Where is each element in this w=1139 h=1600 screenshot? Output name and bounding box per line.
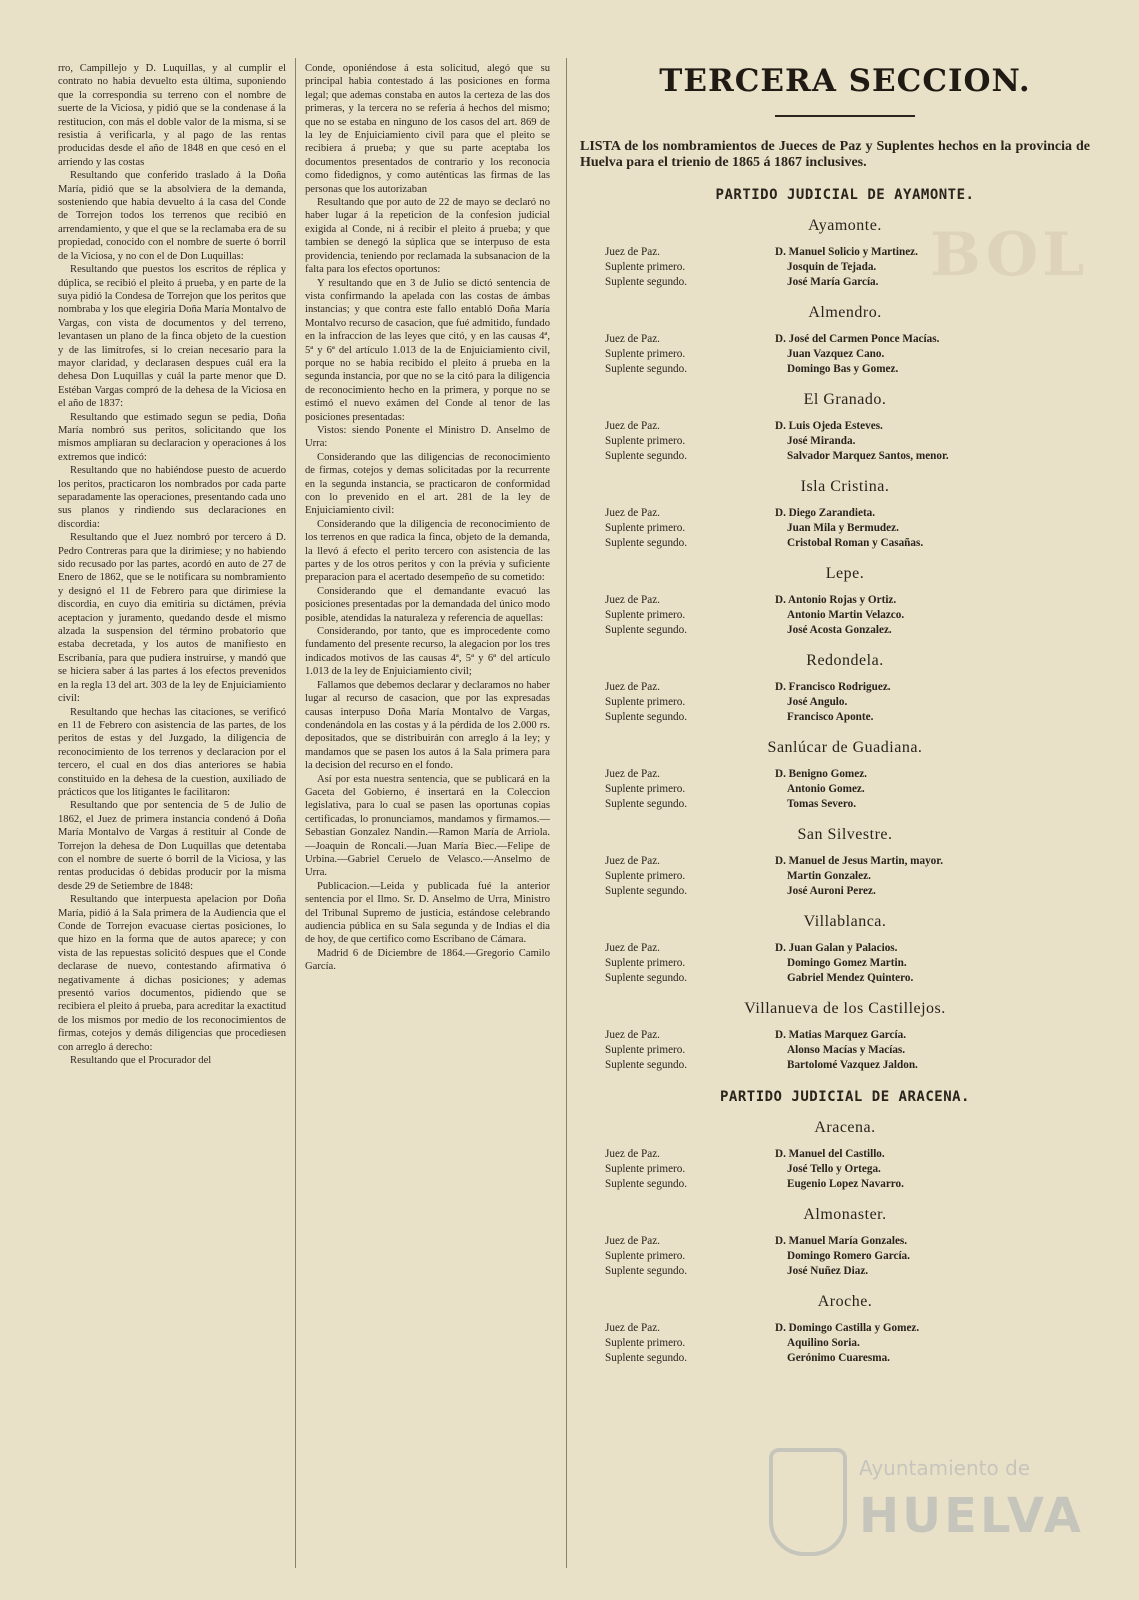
town-heading: Aracena.	[814, 1119, 876, 1136]
paragraph: Fallamos que debemos declarar y declaramos no haber lugar al recurso de casacion, que por las expresadas causas interpuso Doña María Montalvo de Vargas, condenándola en las costas y á la pérdida de los 2.000 rs. depositados, que se distribuirán con arreglo á la ley; y mandamos que se pasen los autos á la Sala primera para la decision del recurso en el fondo.	[305, 679, 550, 772]
roles-list	[580, 1147, 775, 1192]
watermark-line-1: Ayuntamiento de	[859, 1456, 1031, 1480]
roles-list	[580, 245, 775, 290]
person-name: D. José del Carmen Ponce Macías.	[775, 333, 940, 345]
person-name: D. Manuel Solicio y Martinez.	[775, 246, 918, 258]
paragraph: Resultando que el Procurador del	[70, 1055, 212, 1067]
person-name: Salvador Marquez Santos, menor.	[787, 450, 949, 462]
town-heading: El Granado.	[803, 391, 887, 408]
names-list	[775, 332, 1110, 377]
person-name: Bartolomé Vazquez Jaldon.	[787, 1059, 918, 1071]
role-label: Suplente segundo.	[605, 624, 688, 636]
appointments-section	[580, 55, 1110, 1366]
town-heading: San Silvestre.	[797, 826, 893, 843]
person-name: D. Manuel María Gonzales.	[775, 1235, 908, 1247]
role-label: Suplente primero.	[605, 1163, 686, 1175]
names-list	[775, 1147, 1110, 1192]
person-name: D. Matias Marquez García.	[775, 1029, 907, 1041]
paragraph: Resultando que por auto de 22 de mayo se declaró no haber lugar á la repeticion de la confesion judicial exigida al Conde, ni á recibir el pleito á prueba; y que tambien se denegó la súplica que se interpuso de esta providencia, teniendo por reclamada la subsanacion de la falta para los efectos oportunos:	[305, 197, 550, 276]
appointment-entry	[580, 1147, 1110, 1192]
town-heading: Almonaster.	[803, 1206, 887, 1223]
town-heading: Aroche.	[817, 1293, 873, 1310]
person-name: Josquin de Tejada.	[787, 261, 877, 273]
roles-list	[580, 1321, 775, 1366]
district-heading: PARTIDO JUDICIAL DE AYAMONTE.	[715, 187, 975, 203]
paragraph: Resultando que interpuesta apelacion por Doña María, pidió á la Sala primera de la Audiencia que el Conde de Torrejon evacuase ciertas posiciones, lo que hizo en la forma que de autos aparece; y con vista de las repuestas solicitó despues que el Conde declarase de nuevo, contestando afirmativa ó negativamente á dichas posiciones; y ademas presentó varios documentos, pidiendo que se recibiera el pleito á prueba, para acreditar la exactitud de los mismos por medio de los reconocimientos de firmas, cotejos y demás diligencias que procediesen con arreglo á derecho:	[58, 894, 286, 1053]
title-rule	[775, 115, 915, 117]
person-name: Gabriel Mendez Quintero.	[787, 972, 914, 984]
role-label: Suplente primero.	[605, 261, 686, 273]
paragraph: Resultando que hechas las citaciones, se verificó en 11 de Febrero con asistencia de las partes, de los peritos de estas y del Juzgado, la diligencia de reconocimiento de los terrenos y declaracion por el tercero, el cual en dos dias anteriores se habia constituido en la dehesa de la cuestion, auxiliado de prácticos que los litigantes le facilitaron:	[58, 706, 286, 798]
role-label: Suplente segundo.	[605, 885, 688, 897]
town-heading: Sanlúcar de Guadiana.	[767, 739, 923, 756]
town-heading: Almendro.	[808, 304, 882, 321]
names-list	[775, 1234, 1110, 1279]
role-label: Juez de Paz.	[605, 942, 660, 954]
roles-list	[580, 680, 775, 725]
names-list	[775, 506, 1110, 551]
role-label: Suplente segundo.	[605, 1265, 688, 1277]
appointment-entry	[580, 767, 1110, 812]
appointment-entry	[580, 1321, 1110, 1366]
paragraph: Resultando que por sentencia de 5 de Julio de 1862, el Juez de primera instancia condenó á Doña María Montalvo de Vargas á restituir al Conde de Torrejon la dehesa de Don Luquillas que detentaba con el nombre de suerte ó borril de la Viciosa, y las rentas producidas ó debidas producir por la misma desde 29 de Setiembre de 1848:	[58, 800, 286, 892]
person-name: Alonso Macías y Macías.	[787, 1044, 906, 1056]
appointment-entry	[580, 332, 1110, 377]
person-name: Juan Mila y Bermudez.	[787, 522, 899, 534]
paragraph: Resultando que estimado segun se pedia, Doña María nombró sus peritos, solicitando que los mismos ampliaran su declaracion y operaciones á los extremos que indicó:	[58, 411, 286, 463]
role-label: Juez de Paz.	[605, 594, 660, 606]
paragraph: Vistos: siendo Ponente el Ministro D. Anselmo de Urra:	[305, 424, 550, 450]
person-name: Gerónimo Cuaresma.	[787, 1352, 890, 1364]
town-heading: Lepe.	[825, 565, 865, 582]
roles-list	[580, 767, 775, 812]
role-label: Suplente segundo.	[605, 1178, 688, 1190]
roles-list	[580, 1234, 775, 1279]
person-name: D. Domingo Castilla y Gomez.	[775, 1322, 920, 1334]
person-name: Domingo Gomez Martin.	[787, 957, 907, 969]
role-label: Suplente primero.	[605, 1337, 686, 1349]
watermark-line-2: HUELVA	[859, 1488, 1084, 1544]
column-divider	[566, 58, 567, 1568]
role-label: Juez de Paz.	[605, 1029, 660, 1041]
appointment-entry	[580, 245, 1110, 290]
person-name: Antonio Gomez.	[787, 783, 865, 795]
person-name: José Miranda.	[787, 435, 856, 447]
paragraph: Y resultando que en 3 de Julio se dictó sentencia de vista confirmando la apelada con las costas de ámbas instancias; y que contra este fallo entabló Doña María Montalvo recurso de casacion, que fué admitido, fundado en la infraccion de las leyes que citó, y en las causas 4ª, 5ª y 6ª del artículo 1.013 de la de Enjuiciamiento civil, porque no se habia recibido el pleito á prueba en la segunda instancia, por que no se la citó para la diligencia de reconocimiento hecho en la primera, y porque no se estimó el nuevo exámen del Conde al tenor de las posiciones presentadas:	[305, 277, 550, 423]
paragraph: Resultando que el Juez nombró por tercero á D. Pedro Contreras para que la dirimiese; y no habiendo sido recusado por las partes, acordó en auto de 27 de Enero de 1862, que se le notificara su nombramiento y designó el 11 de Febrero para que dirimiese la discordia, en cuyo dia emitiria su dictámen, prévia aceptacion y juramento, quedando desde el mismo alzada la suspension del término probatorio que estaba decretada, y los autos de manifiesto en Escribanía, para que pudiera instruirse, y mandó que se hiciera saber á las partes á los efectos prevenidos en la regla 13 del art. 303 de la ley de Enjuiciamiento civil:	[58, 532, 286, 705]
person-name: Tomas Severo.	[787, 798, 856, 810]
names-list	[775, 1321, 1110, 1366]
role-label: Suplente segundo.	[605, 1352, 688, 1364]
role-label: Suplente primero.	[605, 609, 686, 621]
coat-of-arms-icon	[769, 1448, 847, 1556]
town-heading: Redondela.	[806, 652, 884, 669]
paragraph: Resultando que no habiéndose puesto de acuerdo los peritos, practicaron los nombrados por cada parte separadamente las operaciones, presentando cada uno sus planos y rindiendo sus declaraciones en discordia:	[58, 465, 286, 530]
roles-list	[580, 854, 775, 899]
role-label: Juez de Paz.	[605, 333, 660, 345]
role-label: Suplente primero.	[605, 783, 686, 795]
role-label: Suplente primero.	[605, 522, 686, 534]
person-name: D. Francisco Rodriguez.	[775, 681, 891, 693]
names-list	[775, 419, 1110, 464]
role-label: Suplente primero.	[605, 696, 686, 708]
names-list	[775, 593, 1110, 638]
role-label: Suplente segundo.	[605, 1059, 688, 1071]
roles-list	[580, 941, 775, 986]
person-name: D. Juan Galan y Palacios.	[775, 942, 898, 954]
names-list	[775, 854, 1110, 899]
person-name: D. Luis Ojeda Esteves.	[775, 420, 883, 432]
role-label: Juez de Paz.	[605, 420, 660, 432]
role-label: Juez de Paz.	[605, 681, 660, 693]
role-label: Suplente segundo.	[605, 450, 688, 462]
roles-list	[580, 593, 775, 638]
person-name: José Angulo.	[787, 696, 848, 708]
appointment-entry	[580, 1028, 1110, 1073]
person-name: Francisco Aponte.	[787, 711, 874, 723]
role-label: Suplente segundo.	[605, 711, 688, 723]
person-name: José Auroni Perez.	[787, 885, 876, 897]
names-list	[775, 941, 1110, 986]
paragraph: Considerando que las diligencias de reconocimiento de firmas, cotejos y demas solicitadas por la recurrente en la segunda instancia, se practicaron de conformidad con lo prevenido en el art. 281 de la ley de Enjuiciamiento civil:	[305, 451, 550, 517]
watermark	[769, 1448, 1099, 1568]
paragraph: rro, Campillejo y D. Luquillas, y al cumplir el contrato no habia devuelto esta última, suponiendo que la correspondia su terreno con el nombre de suerte de la Viciosa, y pidió que se la condenase á la restitucion, con más el doble valor de la misma, si se resistia á verificarla, y al pago de las rentas producidas desde el año de 1848 en que cesó en el arriendo y las costas	[58, 63, 286, 168]
role-label: Suplente segundo.	[605, 798, 688, 810]
role-label: Suplente primero.	[605, 870, 686, 882]
role-label: Suplente segundo.	[605, 972, 688, 984]
section-intro: LISTA de los nombramientos de Jueces de Paz y Suplentes hechos en la provincia de Huelva para el trienio de 1865 á 1867 inclusives.	[580, 139, 1090, 170]
role-label: Suplente primero.	[605, 1044, 686, 1056]
paragraph: Conde, oponiéndose á esta solicitud, alegó que su principal habia contestado á las posiciones en forma legal; que ademas constaba en autos la certeza de las dos primeras, y la tercera no se referia á hechos del mismo; que no se estaba en ninguno de los casos del art. 869 de la ley de Enjuiciamiento civil para que el pleito se recibiera á prueba; y que su parte aceptaba los documentos presentados de contrario y los reconocia como fidedignos, y como auténticas las firmas de las personas que los autorizaban	[305, 63, 550, 195]
role-label: Suplente segundo.	[605, 537, 688, 549]
town-heading: Ayamonte.	[808, 217, 882, 234]
paragraph: Madrid 6 de Diciembre de 1864.—Gregorio Camilo García.	[305, 947, 550, 973]
text-column-2	[305, 62, 550, 974]
person-name: José Nuñez Diaz.	[787, 1265, 869, 1277]
person-name: Martin Gonzalez.	[787, 870, 871, 882]
paragraph: Considerando que el demandante evacuó las posiciones presentadas por la demandada del único modo posible, atendidas la naturaleza y referencia de aquellas:	[305, 585, 550, 624]
names-list	[775, 680, 1110, 725]
appointment-entry	[580, 419, 1110, 464]
section-title: TERCERA SECCION.	[659, 63, 1031, 99]
role-label: Suplente segundo.	[605, 276, 688, 288]
role-label: Juez de Paz.	[605, 1235, 660, 1247]
role-label: Juez de Paz.	[605, 1148, 660, 1160]
person-name: Aquilino Soria.	[787, 1337, 860, 1349]
paragraph: Así por esta nuestra sentencia, que se publicará en la Gaceta del Gobierno, é insertará en la Coleccion legislativa, para lo cual se pasen las oportunas copias certificadas, lo pronunciamos, mandamos y firmamos.—Sebastian Gonzalez Nandin.—Ramon María de Arriola.—Joaquin de Roncali.—Juan María Biec.—Felipe de Urbina.—Gabriel Ceruelo de Velasco.—Anselmo de Urra.	[305, 773, 550, 879]
role-label: Suplente primero.	[605, 348, 686, 360]
town-heading: Isla Cristina.	[800, 478, 890, 495]
names-list	[775, 767, 1110, 812]
text-column-1	[58, 62, 286, 1067]
person-name: D. Benigno Gomez.	[775, 768, 867, 780]
appointment-entry	[580, 1234, 1110, 1279]
person-name: Domingo Romero García.	[787, 1250, 910, 1262]
person-name: D. Manuel de Jesus Martin, mayor.	[775, 855, 944, 867]
person-name: Eugenio Lopez Navarro.	[787, 1178, 904, 1190]
role-label: Juez de Paz.	[605, 1322, 660, 1334]
background-masthead-letters: BOL	[930, 220, 1089, 290]
person-name: José Acosta Gonzalez.	[787, 624, 892, 636]
appointment-entry	[580, 680, 1110, 725]
role-label: Suplente segundo.	[605, 363, 688, 375]
role-label: Suplente primero.	[605, 957, 686, 969]
roles-list	[580, 332, 775, 377]
role-label: Juez de Paz.	[605, 768, 660, 780]
district-heading: PARTIDO JUDICIAL DE ARACENA.	[719, 1089, 970, 1105]
role-label: Juez de Paz.	[605, 507, 660, 519]
districts-list	[580, 187, 1110, 1366]
role-label: Juez de Paz.	[605, 855, 660, 867]
roles-list	[580, 1028, 775, 1073]
roles-list	[580, 419, 775, 464]
appointment-entry	[580, 854, 1110, 899]
person-name: D. Antonio Rojas y Ortiz.	[775, 594, 897, 606]
person-name: José María García.	[787, 276, 879, 288]
roles-list	[580, 506, 775, 551]
appointment-entry	[580, 593, 1110, 638]
paragraph: Considerando que la diligencia de reconocimiento de los terrenos en que radica la finca, objeto de la demanda, la llevó á efecto el perito tercero con asistencia de las partes y de los otros peritos y con la prévia y suficiente preparacion para el acertado desempeño de su cometido:	[305, 518, 550, 584]
paragraph: Resultando que conferido traslado á la Doña María, pidió que se la absolviera de la demanda, sosteniendo que habia devuelto á la casa del Conde de Torrejon todos los terrenos que recibió en arrendamiento, y que el que se la reclamaba era de su propiedad, conocido con el nombre de suerte ó borril de la Viciosa, y no con el de Don Luquillas:	[58, 170, 286, 262]
paragraph: Publicacion.—Leida y publicada fué la anterior sentencia por el Ilmo. Sr. D. Anselmo de Urra, Ministro del Tribunal Supremo de justicia, estándose celebrando audiencia pública en su Sala segunda y de Indias el dia de hoy, de que certifico como Escribano de Cámara.	[305, 880, 550, 946]
town-heading: Villanueva de los Castillejos.	[744, 1000, 946, 1017]
person-name: Cristobal Roman y Casañas.	[787, 537, 924, 549]
names-list	[775, 1028, 1110, 1073]
person-name: D. Diego Zarandieta.	[775, 507, 876, 519]
person-name: José Tello y Ortega.	[787, 1163, 881, 1175]
person-name: D. Manuel del Castillo.	[775, 1148, 885, 1160]
column-divider	[295, 58, 296, 1568]
person-name: Juan Vazquez Cano.	[787, 348, 885, 360]
appointment-entry	[580, 941, 1110, 986]
role-label: Suplente primero.	[605, 1250, 686, 1262]
paragraph: Resultando que puestos los escritos de réplica y dúplica, se recibió el pleito á prueba, y en parte de la suya pidió la Condesa de Torrejon que los peritos que nombraba y los que elegiria Doña María Montalvo de Vargas, con vista de documentos y del terreno, levantasen un plano de la finca objeto de la cuestion y de las limítrofes, si lo creian necesario para la mayor claridad, y declarasen despues cuál era la dehesa Don Luquillas y cuál la parte menor que D. Estéban Vargas compró de la dehesa de la Viciosa en el año de 1837:	[58, 264, 286, 410]
person-name: Domingo Bas y Gomez.	[787, 363, 899, 375]
appointment-entry	[580, 506, 1110, 551]
paragraph: Considerando, por tanto, que es improcedente como fundamento del presente recurso, la alegacion por los tres indicados motivos de las causas 4ª, 5ª y 6ª del artículo 1.013 de la ley de Enjuiciamiento civil;	[305, 626, 550, 678]
role-label: Juez de Paz.	[605, 246, 660, 258]
role-label: Suplente primero.	[605, 435, 686, 447]
names-list	[775, 245, 1110, 290]
town-heading: Villablanca.	[803, 913, 887, 930]
person-name: Antonio Martin Velazco.	[787, 609, 905, 621]
